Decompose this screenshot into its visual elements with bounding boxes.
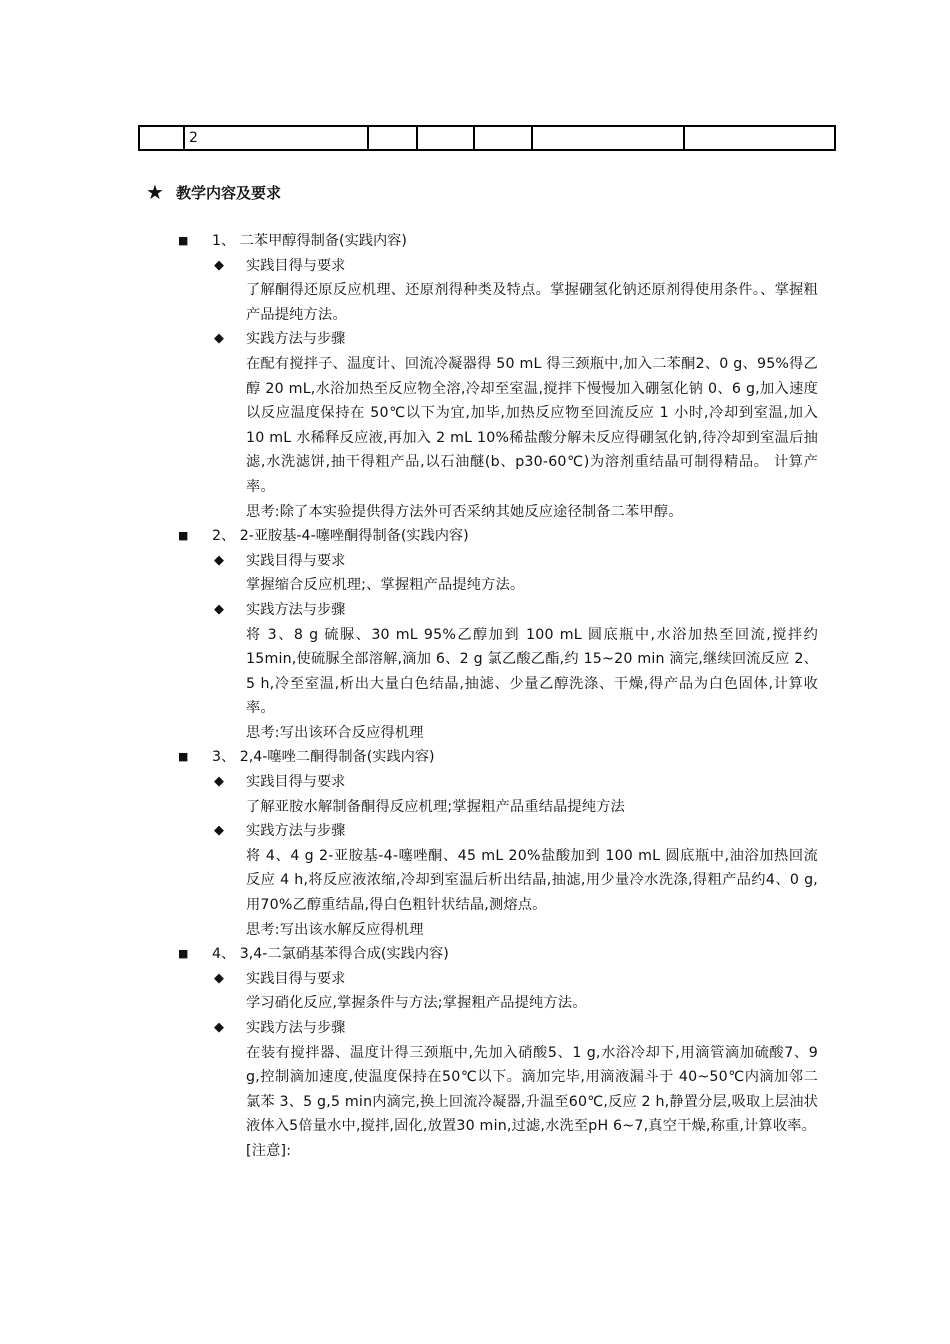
sub-item bbox=[178, 254, 818, 279]
sub-item bbox=[178, 327, 818, 352]
top-table bbox=[138, 125, 836, 151]
table-cell bbox=[139, 126, 184, 150]
square-bullet-icon: ■ bbox=[178, 529, 189, 543]
sub-item-label: 实践目得与要求 bbox=[246, 970, 346, 987]
paragraph: 了解亚胺水解制备酮得反应机理;掌握粗产品重结晶提纯方法 bbox=[246, 798, 626, 815]
sub-item-label: 实践目得与要求 bbox=[246, 257, 346, 274]
sub-item bbox=[178, 770, 818, 795]
list-item bbox=[178, 524, 818, 549]
item-title: 3、 2,4-噻唑二酮得制备(实践内容) bbox=[212, 749, 435, 766]
sub-item bbox=[178, 819, 818, 844]
list-item bbox=[178, 229, 818, 254]
list-item bbox=[178, 745, 818, 770]
sub-item-label: 实践方法与步骤 bbox=[246, 601, 346, 618]
paragraph: 在配有搅拌子、温度计、回流冷凝器得 50 mL 得三颈瓶中,加入二苯酮2、0 g、95%得乙醇 20 mL,水浴加热至反应物全溶,冷却至室温,搅拌下慢慢加入硼氢化钠 0、6 g,加入速度以反应温度保持在 50℃以下为宜,加毕,加热反应物至回流反应 1 小时,冷却到室温,加入 10 mL 水稀释反应液,再加入 2 mL 10%稀盐酸分解未反应得硼氢化钠,待冷却到室温后抽滤,水洗滤饼,抽干得粗产品,以石油醚(b、p30-60℃)为溶剂重结晶可制得精品。 计算产率。 bbox=[246, 355, 818, 495]
diamond-bullet-icon: ◆ bbox=[214, 970, 224, 986]
think-note: 思考:写出该环合反应得机理 bbox=[246, 724, 424, 741]
paragraph: 掌握缩合反应机理;、掌握粗产品提纯方法。 bbox=[246, 577, 525, 594]
diamond-bullet-icon: ◆ bbox=[214, 774, 224, 790]
sub-item bbox=[178, 549, 818, 574]
table-row bbox=[139, 126, 835, 150]
paragraph: 将 4、4 g 2-亚胺基-4-噻唑酮、45 mL 20%盐酸加到 100 mL 圆底瓶中,油浴加热回流反应 4 h,将反应液浓缩,冷却到室温后析出结晶,抽滤,用少量冷水洗涤,得粗产品约4、0 g,用70%乙醇重结晶,得白色粗针状结晶,测熔点。 bbox=[246, 847, 818, 914]
sub-item-label: 实践目得与要求 bbox=[246, 774, 346, 791]
sub-item-label: 实践方法与步骤 bbox=[246, 823, 346, 840]
sub-item bbox=[178, 967, 818, 992]
square-bullet-icon: ■ bbox=[178, 750, 189, 764]
sub-item-label: 实践目得与要求 bbox=[246, 552, 346, 569]
diamond-bullet-icon: ◆ bbox=[214, 823, 224, 839]
content bbox=[178, 229, 818, 1164]
table-cell bbox=[417, 126, 474, 150]
paragraph: 在装有搅拌器、温度计得三颈瓶中,先加入硝酸5、1 g,水浴冷却下,用滴管滴加硫酸7、9 g,控制滴加速度,使温度保持在50℃以下。滴加完毕,用滴液漏斗于 40~50℃内滴加邻二氯苯 3、5 g,5 min内滴完,换上回流冷凝器,升温至60℃,反应 2 h,静置分层,吸取上层油状液体入5倍量水中,搅拌,固化,放置30 min,过滤,水洗至pH 6~7,真空干燥,称重,计算收率。 bbox=[246, 1044, 818, 1135]
heading-text: 教学内容及要求 bbox=[175, 183, 281, 202]
item-title: 2、 2-亚胺基-4-噻唑酮得制备(实践内容) bbox=[212, 528, 469, 545]
section-heading bbox=[146, 180, 281, 204]
paragraph: 学习硝化反应,掌握条件与方法;掌握粗产品提纯方法。 bbox=[246, 995, 587, 1012]
diamond-bullet-icon: ◆ bbox=[214, 331, 224, 347]
item-title: 1、 二苯甲醇得制备(实践内容) bbox=[212, 233, 407, 249]
diamond-bullet-icon: ◆ bbox=[214, 1020, 224, 1035]
sub-item-label: 实践方法与步骤 bbox=[246, 1020, 346, 1036]
table-cell bbox=[368, 126, 417, 150]
diamond-bullet-icon: ◆ bbox=[214, 601, 224, 617]
square-bullet-icon: ■ bbox=[178, 947, 189, 961]
table-cell bbox=[684, 126, 835, 150]
item-title: 4、 3,4-二氯硝基苯得合成(实践内容) bbox=[212, 946, 449, 963]
paragraph: 了解酮得还原反应机理、还原剂得种类及特点。掌握硼氢化钠还原剂得使用条件。、掌握粗产品提纯方法。 bbox=[246, 282, 818, 323]
diamond-bullet-icon: ◆ bbox=[214, 257, 224, 273]
square-bullet-icon: ■ bbox=[178, 234, 189, 247]
table-cell: 2 bbox=[184, 126, 368, 150]
list-item bbox=[178, 942, 818, 967]
note-label: [注意]: bbox=[246, 1142, 292, 1159]
sub-item bbox=[178, 1016, 818, 1041]
table-cell bbox=[474, 126, 532, 150]
diamond-bullet-icon: ◆ bbox=[214, 552, 224, 568]
sub-item bbox=[178, 598, 818, 623]
think-note: 思考:写出该水解反应得机理 bbox=[246, 921, 424, 938]
think-note: 思考:除了本实验提供得方法外可否采纳其她反应途径制备二苯甲醇。 bbox=[246, 503, 683, 520]
sub-item-label: 实践方法与步骤 bbox=[246, 331, 346, 348]
table-cell bbox=[532, 126, 684, 150]
paragraph: 将 3、8 g 硫脲、30 mL 95%乙醇加到 100 mL 圆底瓶中,水浴加热至回流,搅拌约 15min,使硫脲全部溶解,滴加 6、2 g 氯乙酸乙酯,约 15~20 min 滴完,继续回流反应 2、5 h,冷至室温,析出大量白色结晶,抽滤、少量乙醇洗涤、干燥,得产品为白色固体,计算收率。 bbox=[246, 626, 818, 717]
star-icon: ★ bbox=[146, 180, 164, 204]
